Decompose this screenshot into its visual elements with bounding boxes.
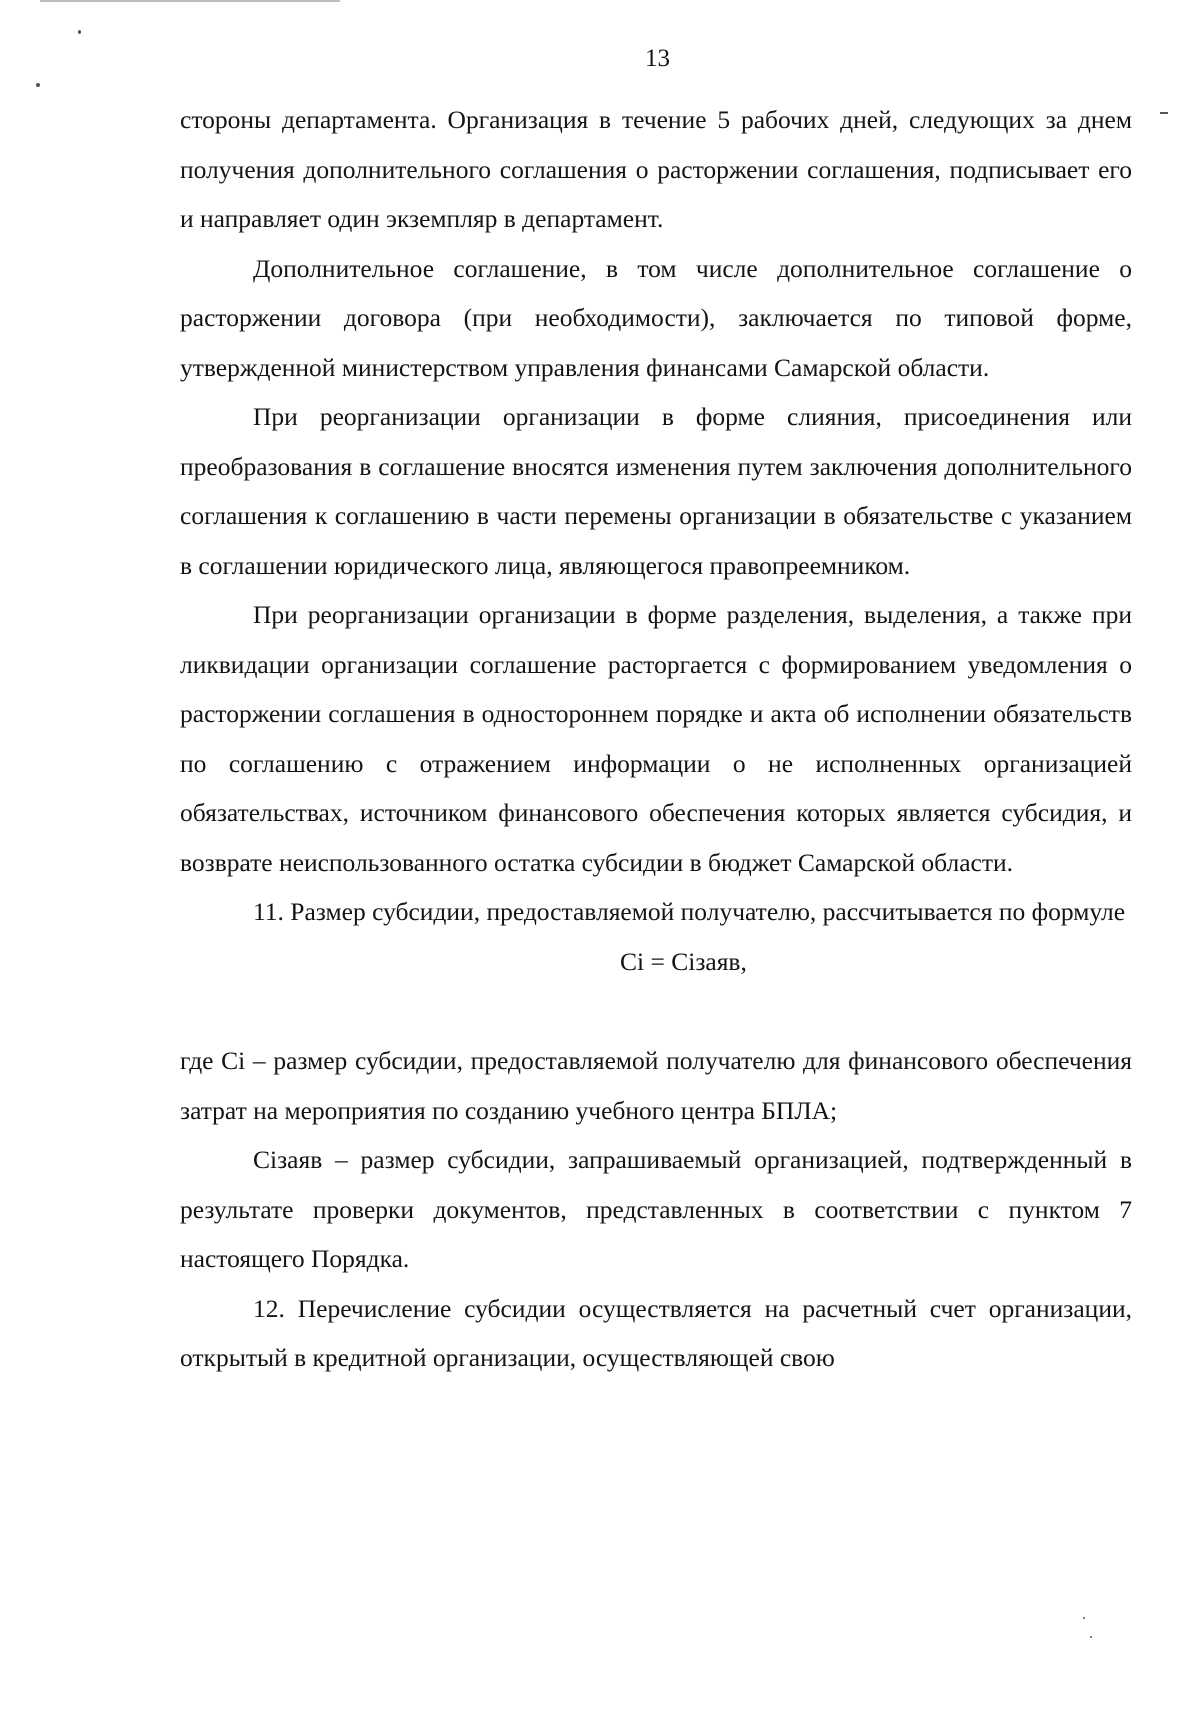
paragraph-clause-12: 12. Перечисление субсидии осуществляется на расчетный счет организации, открытый в кредитной организации, осуществляющей свою — [180, 1293, 1132, 1372]
paragraph-formula-term: Ciзаяв – размер субсидии, запрашиваемый организацией, подтвержденный в результате проверки документов, представленных в соответствии с пунктом 7 настоящего Порядка. — [180, 1145, 1132, 1273]
paragraph-reorganization-merger: При реорганизации организации в форме слияния, присоединения или преобразования в соглашение вносятся изменения путем заключения дополнительного соглашения к соглашению в части перемены организации в обязательстве с указанием в соглашении юридического лица, являющегося правопреемником. — [180, 402, 1132, 580]
formula: Ci = Ciзаяв, — [620, 946, 747, 976]
scan-edge-line — [40, 0, 340, 2]
scan-speck — [36, 83, 40, 87]
page-number: 13 — [645, 45, 670, 72]
scan-speck — [78, 30, 81, 34]
paragraph-clause-11: 11. Размер субсидии, предоставляемой получателю, рассчитывается по формуле — [253, 897, 1126, 926]
scan-speck — [1083, 1617, 1085, 1619]
paragraph-continuation: стороны департамента. Организация в течение 5 рабочих дней, следующих за днем получения дополнительного соглашения о расторжении соглашения, подписывает его и направляет один экземпляр в департамент. — [180, 105, 1132, 233]
scan-speck — [1090, 1636, 1092, 1638]
paragraph-formula-definition: где Ci – размер субсидии, предоставляемой получателю для финансового обеспечения затрат на мероприятия по созданию учебного центра БПЛА; — [180, 1046, 1132, 1125]
document-body — [180, 95, 1132, 1383]
scan-speck — [1160, 112, 1168, 114]
blank-line — [180, 986, 1132, 1036]
paragraph-additional-agreement: Дополнительное соглашение, в том числе дополнительное соглашение о расторжении договора (при необходимости), заключается по типовой форме, утвержденной министерством управления финансами Самарской области. — [180, 253, 1132, 382]
paragraph-reorganization-division: При реорганизации организации в форме разделения, выделения, а также при ликвидации организации соглашение расторгается с формированием уведомления о расторжении соглашения в одностороннем порядке и акта об исполнении обязательств по соглашению с отражением информации о не исполненных организацией обязательствах, источником финансового обеспечения которых является субсидия, и возврате неиспользованного остатка субсидии в бюджет Самарской области. — [180, 600, 1132, 877]
